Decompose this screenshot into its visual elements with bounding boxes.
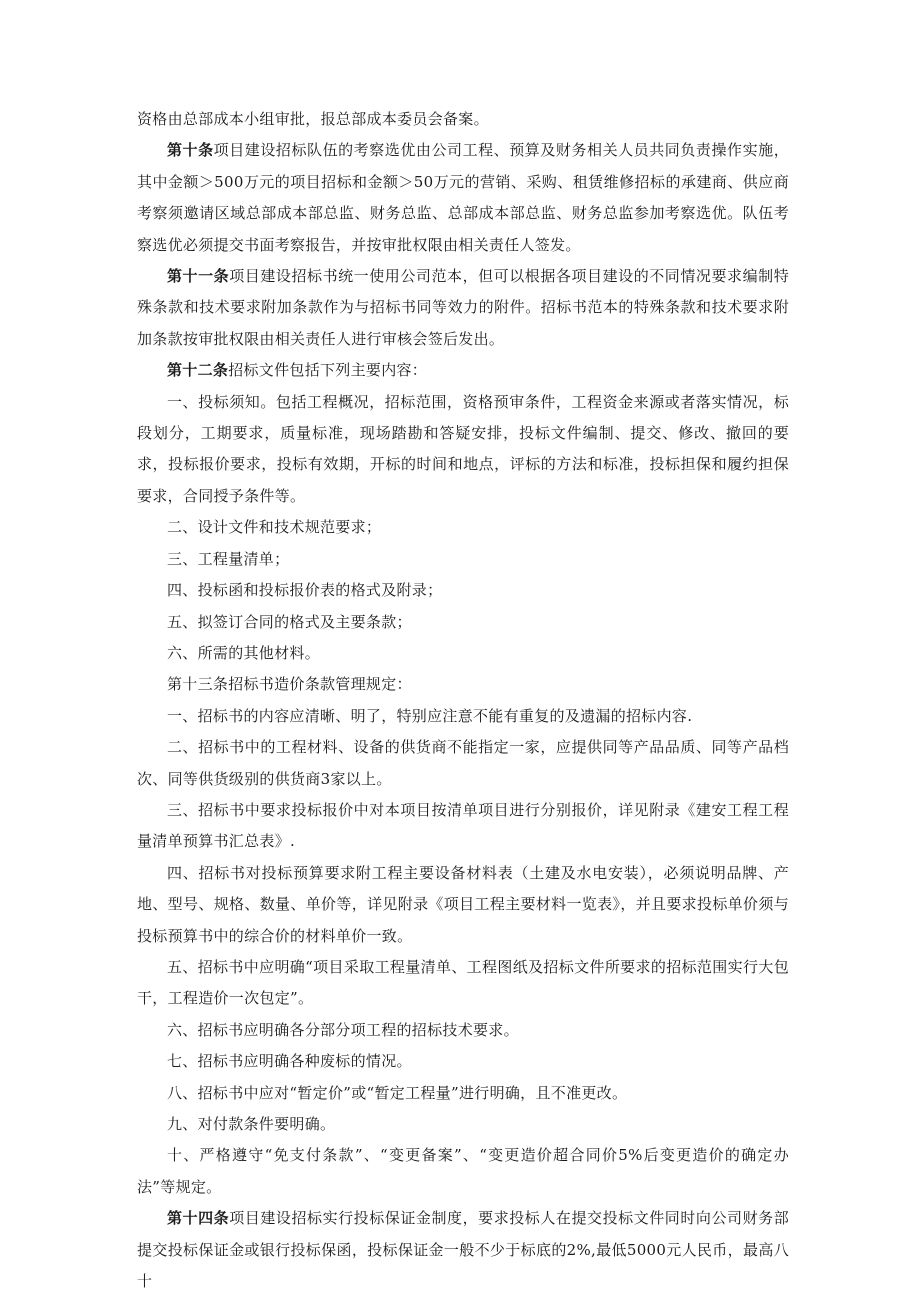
article-number: 第十四条 — [167, 1209, 230, 1228]
article-number: 第十条 — [167, 141, 214, 160]
paragraph-text: 五、拟签订合同的格式及主要条款； — [167, 612, 412, 631]
article-12 — [137, 355, 789, 386]
list-item — [137, 1109, 789, 1140]
paragraph-text: 二、设计文件和技术规范要求； — [167, 518, 382, 537]
article-number: 第十二条 — [167, 361, 229, 380]
paragraph-text: 七、招标书应明确各种废标的情况。 — [167, 1052, 412, 1071]
list-item — [137, 638, 789, 669]
paragraph-text: 一、招标书的内容应清晰、明了，特别应注意不能有重复的及遗漏的招标内容. — [167, 706, 693, 725]
paragraph-text: 五、招标书中应明确“项目采取工程量清单、工程图纸及招标文件所要求的招标范围实行大包干，工程造价一次包定”。 — [137, 957, 789, 1008]
list-item — [137, 1015, 789, 1046]
list-item — [137, 732, 789, 795]
article-number: 第十一条 — [167, 267, 230, 286]
list-item — [137, 1078, 789, 1109]
paragraph-text: 四、投标函和投标报价表的格式及附录； — [167, 581, 443, 600]
paragraph-text: 八、招标书中应对“暂定价”或“暂定工程量”进行明确，且不准更改。 — [167, 1083, 628, 1102]
paragraph-text: 招标文件包括下列主要内容： — [228, 361, 428, 380]
paragraph-text: 一、投标须知。包括工程概况，招标范围，资格预审条件，工程资金来源或者落实情况，标段划分，工期要求，质量标准，现场踏勘和答疑安排，投标文件编制、提交、修改、撤回的要求，投标报价要求，投标有效期，开标的时间和地点，评标的方法和标准，投标担保和履约担保要求，合同授予条件等。 — [137, 392, 789, 505]
list-item — [137, 1140, 789, 1203]
list-item — [137, 575, 789, 606]
list-item — [137, 701, 789, 732]
paragraph-text: 四、招标书对投标预算要求附工程主要设备材料表（土建及水电安装），必须说明品牌、产地、型号、规格、数量、单价等，详见附录《项目工程主要材料一览表》，并且要求投标单价须与投标预算书中的综合价的材料单价一致。 — [137, 863, 789, 945]
list-item — [137, 1046, 789, 1077]
list-item — [137, 512, 789, 543]
list-item — [137, 387, 789, 513]
paragraph-text: 九、对付款条件要明确。 — [167, 1115, 336, 1133]
paragraph-text: 项目建设招标实行投标保证金制度，要求投标人在提交投标文件同时向公司财务部提交投标保证金或银行投标保函，投标保证金一般不少于标底的2%,最低5000元人民币，最高八十 — [137, 1209, 789, 1291]
paragraph-text: 资格由总部成本小组审批，报总部成本委员会备案。 — [137, 110, 489, 128]
paragraph-text: 第十三条招标书造价条款管理规定： — [167, 675, 412, 694]
article-13 — [137, 669, 789, 700]
list-item — [137, 858, 789, 952]
list-item — [137, 795, 789, 858]
paragraph-text: 项目建设招标书统一使用公司范本，但可以根据各项目建设的不同情况要求编制特殊条款和技术要求附加条款作为与招标书同等效力的附件。招标书范本的特殊条款和技术要求附加条款按审批权限由相关责任人进行审核会签后发出。 — [137, 267, 789, 348]
paragraph-text: 项目建设招标队伍的考察选优由公司工程、预算及财务相关人员共同负责操作实施，其中金额＞500万元的项目招标和金额＞50万元的营销、采购、租赁维修招标的承建商、供应商考察须邀请区域总部成本部总监、财务总监、总部成本部总监、财务总监参加考察选优。队伍考察选优必须提交书面考察报告，并按审批权限由相关责任人签发。 — [137, 141, 789, 254]
paragraph-text: 二、招标书中的工程材料、设备的供货商不能指定一家，应提供同等产品品质、同等产品档次、同等供货级别的供货商3家以上。 — [137, 738, 789, 788]
paragraph-text: 六、所需的其他材料。 — [167, 643, 321, 662]
paragraph-text: 三、工程量清单； — [167, 549, 290, 568]
paragraph-text: 十、严格遵守“免支付条款”、“变更备案”、“变更造价超合同价5%后变更造价的确定办法”等规定。 — [137, 1146, 789, 1196]
list-item — [137, 607, 789, 638]
document-body — [137, 104, 789, 1297]
paragraph-text: 三、招标书中要求投标报价中对本项目按清单项目进行分别报价，详见附录《建安工程工程量清单预算书汇总表》. — [137, 800, 789, 851]
article-10 — [137, 135, 789, 261]
article-14 — [137, 1203, 789, 1297]
list-item — [137, 952, 789, 1015]
article-11 — [137, 261, 789, 355]
paragraph-text: 六、招标书应明确各分部分项工程的招标技术要求。 — [167, 1020, 519, 1039]
list-item — [137, 544, 789, 575]
paragraph-1 — [137, 104, 789, 135]
